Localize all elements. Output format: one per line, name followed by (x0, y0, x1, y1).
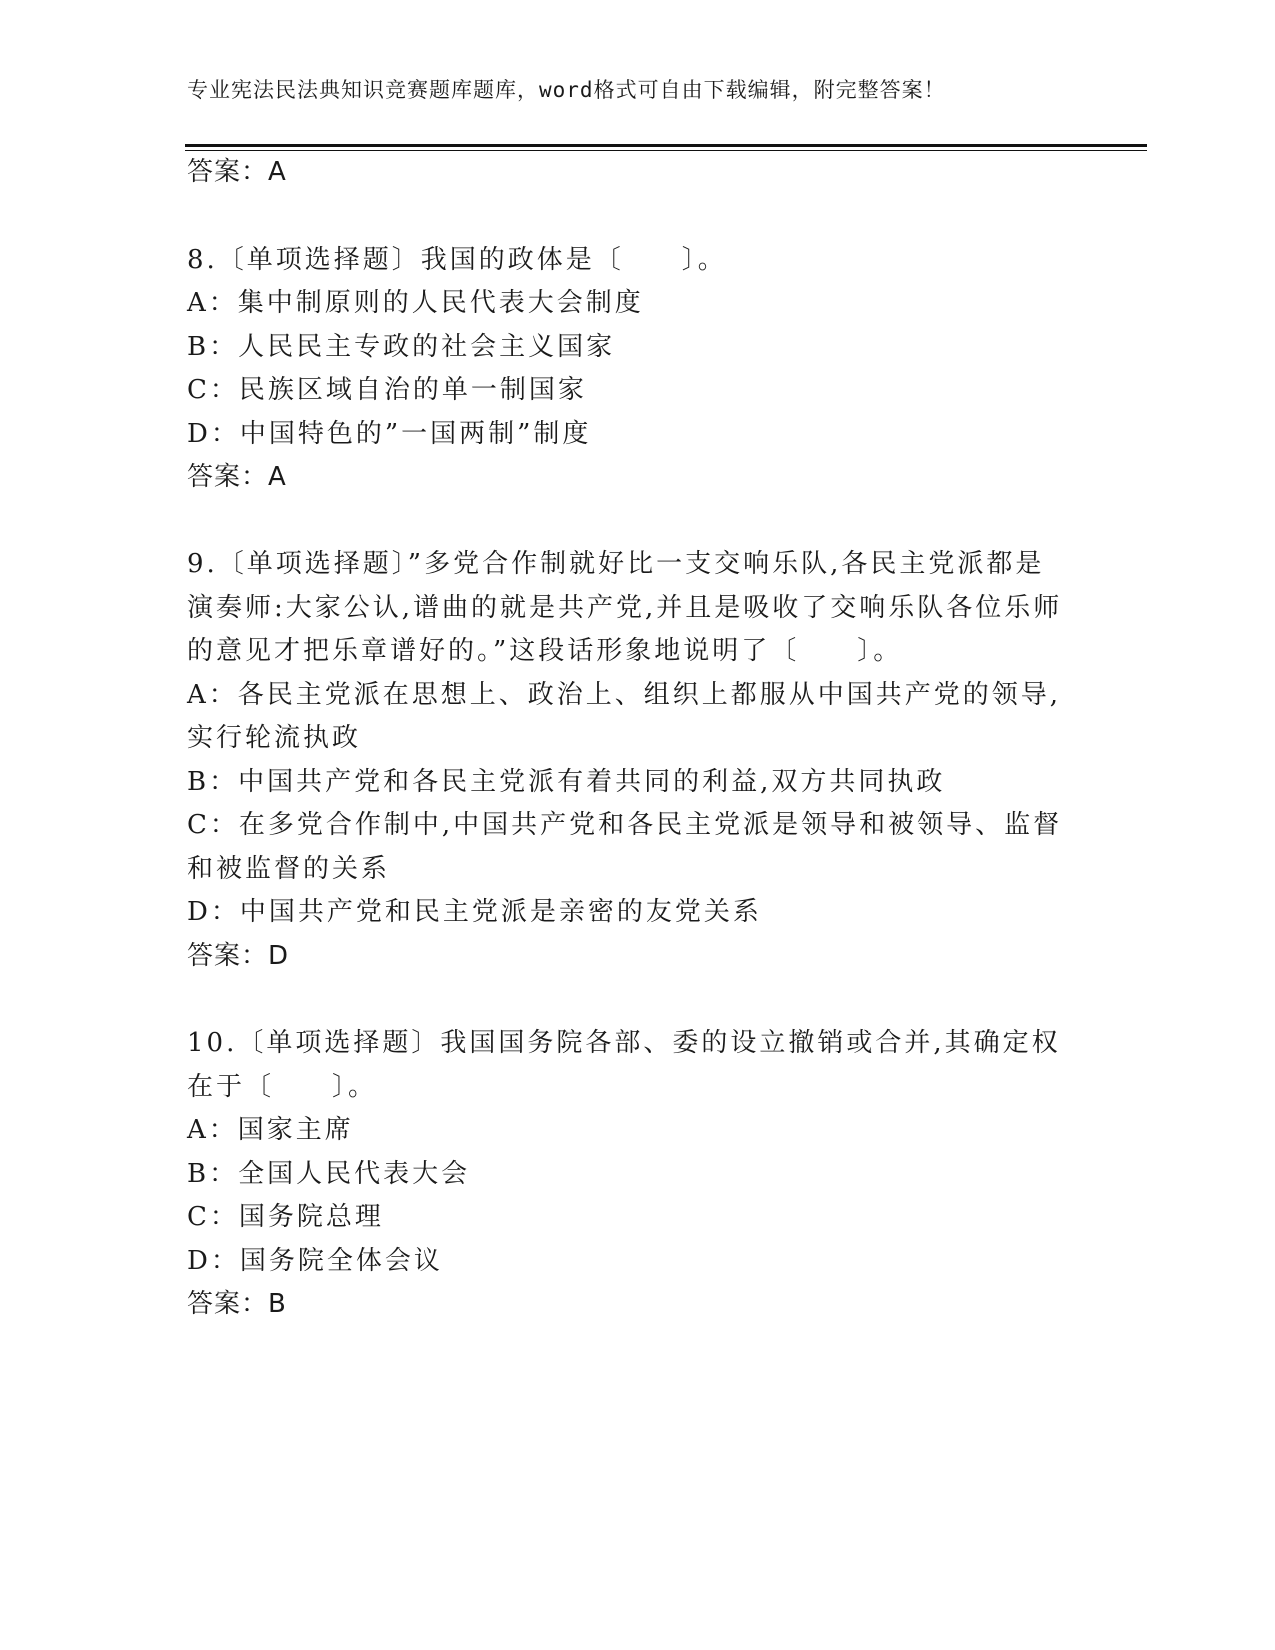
question-8-option-a: A：集中制原则的人民代表大会制度 (187, 288, 644, 318)
question-8-option-d: D：中国特色的”一国两制”制度 (187, 419, 592, 449)
question-8-answer: 答案：A (187, 462, 287, 492)
question-10-answer: 答案：B (187, 1289, 287, 1319)
page-header: 专业宪法民法典知识竞赛题库题库，word格式可自由下载编辑，附完整答案！ (187, 78, 946, 102)
previous-answer: 答案：A (187, 157, 287, 187)
question-9-text-line3: 的意见才把乐章谱好的。”这段话形象地说明了〔 〕。 (187, 636, 903, 666)
question-9-option-a-line2: 实行轮流执政 (187, 723, 362, 753)
question-9-text-line2: 演奏师:大家公认,谱曲的就是共产党,并且是吸收了交响乐队各位乐师 (187, 593, 1063, 623)
question-9-option-a-line1: A：各民主党派在思想上、政治上、组织上都服从中国共产党的领导, (187, 680, 1062, 710)
question-8-text: 8.〔单项选择题〕我国的政体是〔 〕。 (187, 245, 727, 275)
question-10-text-line1: 10.〔单项选择题〕我国国务院各部、委的设立撤销或合并,其确定权 (187, 1028, 1061, 1058)
question-9-option-c-line2: 和被监督的关系 (187, 854, 391, 884)
question-10-option-d: D：国务院全体会议 (187, 1246, 443, 1276)
question-9-option-c-line1: C：在多党合作制中,中国共产党和各民主党派是领导和被领导、监督 (187, 810, 1063, 840)
question-9-option-d: D：中国共产党和民主党派是亲密的友党关系 (187, 897, 762, 927)
question-10-option-b: B：全国人民代表大会 (187, 1159, 471, 1189)
question-8-option-c: C：民族区域自治的单一制国家 (187, 375, 587, 405)
question-8-option-b: B：人民民主专政的社会主义国家 (187, 332, 616, 362)
question-10-option-c: C：国务院总理 (187, 1202, 384, 1232)
header-divider (185, 144, 1147, 147)
question-9-option-b: B：中国共产党和各民主党派有着共同的利益,双方共同执政 (187, 767, 946, 797)
question-10-text-line2: 在于〔 〕。 (187, 1072, 378, 1102)
question-10-option-a: A：国家主席 (187, 1115, 354, 1145)
header-divider-thin (185, 150, 1147, 151)
question-9-answer: 答案：D (187, 941, 290, 971)
question-9-text-line1: 9.〔单项选择题〕”多党合作制就好比一支交响乐队,各民主党派都是 (187, 549, 1045, 579)
